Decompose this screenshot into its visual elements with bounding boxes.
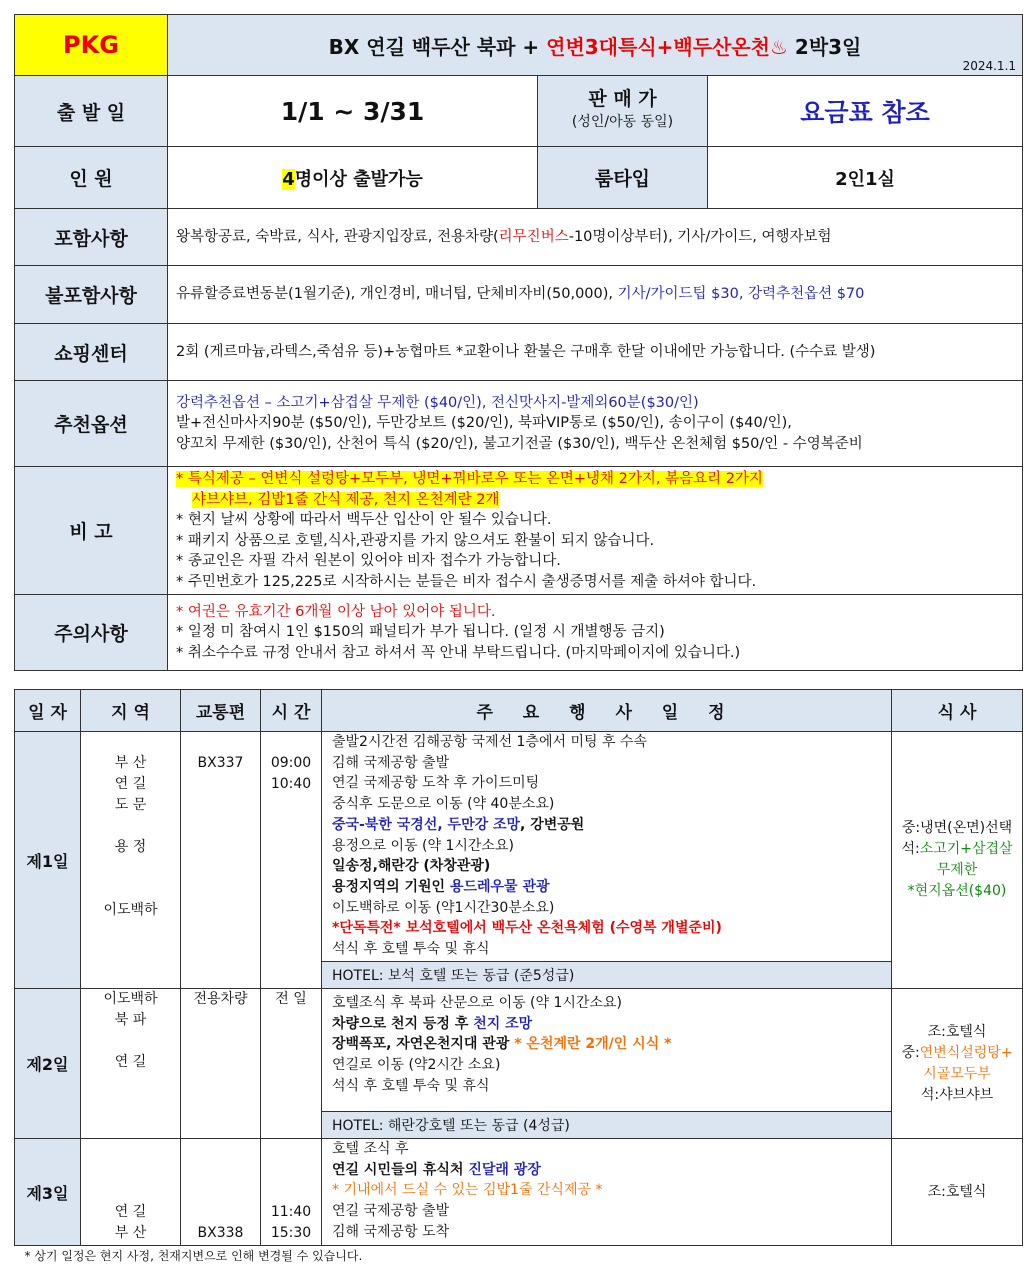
day3-transport: BX338 (181, 1139, 261, 1246)
remarks-label: 비 고 (15, 467, 168, 595)
price-value: 요금표 참조 (708, 76, 1023, 147)
day1-meal: 중:냉면(온면)선택 석:소고기+삼겹살 무제한 *현지옵션($40) (892, 732, 1023, 989)
schedule-footnote: * 상기 일정은 현지 사정, 천재지변으로 인해 변경될 수 있습니다. (24, 1248, 363, 1263)
hot-spring-icon: ♨ (770, 34, 788, 59)
day2-transport: 전용차량 (181, 989, 261, 1139)
day1-label: 제1일 (15, 732, 81, 989)
table-row (15, 732, 1023, 962)
header-time: 시 간 (261, 690, 322, 732)
day2-itinerary: 호텔조식 후 북파 산문으로 이동 (약 1시간소요) 차량으로 천지 등정 후 천지 조망 장백폭포, 자연온천지대 관광 * 온천계란 2개/인 시식 * 연길로 이동 (약2시간 소요) 석식 후 호텔 투숙 및 휴식 (322, 989, 892, 1112)
day1-time: 09:00 10:40 (261, 732, 322, 989)
day2-label: 제2일 (15, 989, 81, 1139)
table-row (15, 989, 1023, 1112)
included-label: 포함사항 (15, 209, 168, 266)
shopping-text: 2회 (게르마늄,라텍스,죽섬유 등)+농협마트 *교환이나 환불은 구매후 한달 이내에만 가능합니다. (수수료 발생) (168, 324, 1023, 381)
room-value: 2인1실 (708, 147, 1023, 209)
people-label: 인 원 (15, 147, 168, 209)
header-itinerary: 주 요 행 사 일 정 (322, 690, 892, 732)
departure-value: 1/1 ~ 3/31 (168, 76, 538, 147)
excluded-label: 불포함사항 (15, 266, 168, 324)
remarks-text: * 특식제공 – 연변식 설렁탕+모두부, 냉면+꿔바로우 또는 온면+냉채 2가지, 볶음요리 2가지 샤브샤브, 김밥1줄 간식 제공, 천지 온천계란 2개 * 현지 날씨 상황에 따라서 백두산 입산이 안 될수 있습니다. * 패키지 상품으로 호텔,식사,관광지를 가지 않으셔도 환불이 되지 않습니다. * 종교인은 자필 각서 원본이 있어야 비자 접수가 가능합니다. * 주민번호가 125,225로 시작하시는 분들은 비자 접수시 출생증명서를 제출 하셔야 합니다. (168, 467, 1023, 595)
excluded-text: 유류할증료변동분(1월기준), 개인경비, 매너팁, 단체비자비(50,000), 기사/가이드팁 $30, 강력추천옵션 $70 (168, 266, 1023, 324)
day3-label: 제3일 (15, 1139, 81, 1246)
table-row (15, 1139, 1023, 1246)
options-text: 강력추천옵션 – 소고기+삼겹살 무제한 ($40/인), 전신맛사지-발제외60분($30/인) 발+전신마사지90분 ($50/인), 두만강보트 ($20/인), 북파VIP통로 ($50/인), 송이구이 ($40/인), 양꼬치 무제한 ($30/인), 산천어 특식 ($20/인), 불고기전골 ($30/인), 백두산 온천체험 $50/인 - 수영복준비 (168, 381, 1023, 467)
schedule-header-row (15, 690, 1023, 732)
day1-hotel: HOTEL: 보석 호텔 또는 동급 (준5성급) (322, 962, 892, 989)
people-value: 4명이상 출발가능 (168, 147, 538, 209)
header-transport: 교통편 (181, 690, 261, 732)
day2-meal: 조:호텔식 중:연변식설렁탕+ 시골모두부 석:샤브샤브 (892, 989, 1023, 1139)
caution-label: 주의사항 (15, 595, 168, 671)
day1-transport: BX337 (181, 732, 261, 989)
issue-date: 2024.1.1 (962, 59, 1017, 73)
header-region: 지 역 (81, 690, 181, 732)
included-text: 왕복항공료, 숙박료, 식사, 관광지입장료, 전용차량(리무진버스-10명이상부터), 기사/가이드, 여행자보험 (168, 209, 1023, 266)
day3-itinerary: 호텔 조식 후 연길 시민들의 휴식처 진달래 광장 * 기내에서 드실 수 있는 김밥1줄 간식제공 * 연길 국제공항 출발 김해 국제공항 도착 (322, 1139, 892, 1246)
day3-time: 11:40 15:30 (261, 1139, 322, 1246)
day3-region: 연 길 부 산 (81, 1139, 181, 1246)
pkg-badge: PKG (15, 15, 168, 76)
day2-time: 전 일 (261, 989, 322, 1139)
day2-region: 이도백하 북 파 연 길 (81, 989, 181, 1139)
day2-hotel: HOTEL: 해란강호텔 또는 동급 (4성급) (322, 1112, 892, 1139)
header-day: 일 자 (15, 690, 81, 732)
day3-meal: 조:호텔식 (892, 1139, 1023, 1246)
room-label: 룸타입 (538, 147, 708, 209)
package-title: BX 연길 백두산 북파 + 연변3대특식+백두산온천♨ 2박3일 2024.1.1 (168, 15, 1023, 76)
header-meal: 식 사 (892, 690, 1023, 732)
shopping-label: 쇼핑센터 (15, 324, 168, 381)
options-label: 추천옵션 (15, 381, 168, 467)
departure-label: 출 발 일 (15, 76, 168, 147)
day1-itinerary: 출발2시간전 김해공항 국제선 1층에서 미팅 후 수속 김해 국제공항 출발 연길 국제공항 도착 후 가이드미팅 중식후 도문으로 이동 (약 40분소요) 중국-북한 국경선, 두만강 조망, 강변공원 용정으로 이동 (약 1시간소요) 일송정,해란강 (차창관광) 용정지역의 기원인 용드레우물 관광 이도백하로 이동 (약1시간30분소요) *단독특전* 보석호텔에서 백두산 온천욕체험 (수영복 개별준비) 석식 후 호텔 투숙 및 휴식 (322, 732, 892, 962)
price-label: 판 매 가 (성인/아동 동일) (538, 76, 708, 147)
day1-region: 부 산 연 길 도 문 용 정 이도백하 (81, 732, 181, 989)
caution-text: * 여권은 유효기간 6개월 이상 남아 있어야 됩니다. * 일정 미 참여시 1인 $150의 패널티가 부가 됩니다. (일정 시 개별행동 금지) * 취소수수료 규정 안내서 참고 하셔서 꼭 안내 부탁드립니다. (마지막페이지에 있습니다.) (168, 595, 1023, 671)
schedule-table (14, 689, 1023, 1264)
package-info-table (14, 14, 1023, 671)
